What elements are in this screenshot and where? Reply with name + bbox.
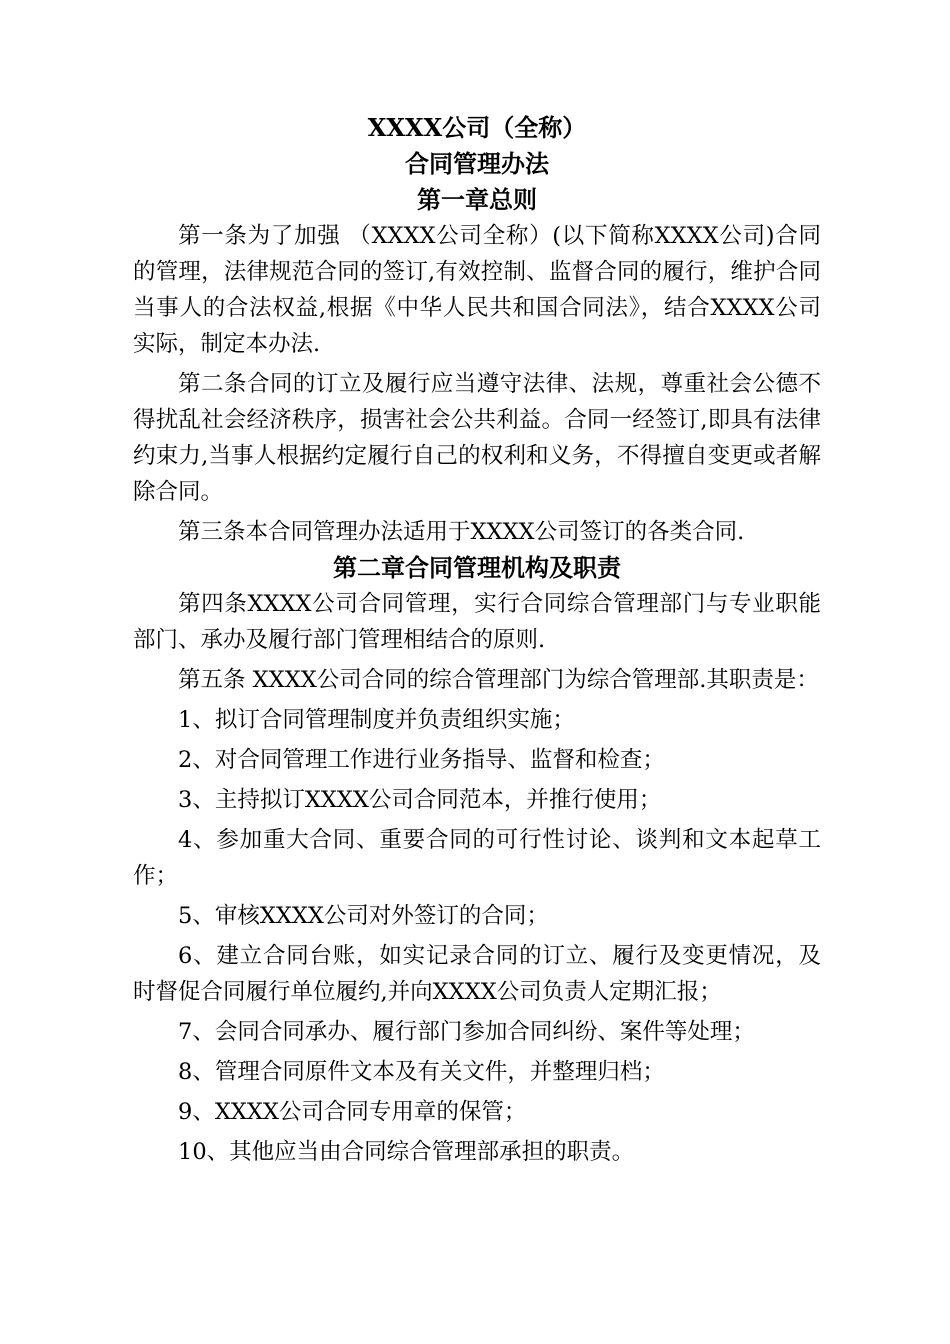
duty-item: 6、建立合同台账，如实记录合同的订立、履行及变更情况，及时督促合同履行单位履约,并向XXXX公司负责人定期汇报；	[133, 943, 821, 1005]
duty-item: 1、拟订合同管理制度并负责组织实施；	[178, 707, 575, 733]
chapter-2-heading: 第二章合同管理机构及职责	[333, 553, 621, 582]
document-content	[133, 104, 821, 1170]
article-3: 第三条本合同管理办法适用于XXXX公司签订的各类合同.	[178, 519, 745, 545]
article-2: 第二条合同的订立及履行应当遵守法律、法规，尊重社会公德不得扰乱社会经济秩序，损害社会公共利益。合同一经签订,即具有法律约束力,当事人根据约定履行自己的权利和义务，不得擅自变更或者解除合同。	[133, 371, 821, 505]
duty-item: 3、主持拟订XXXX公司合同范本，并推行使用；	[178, 787, 662, 813]
duty-item: 5、审核XXXX公司对外签订的合同；	[178, 903, 549, 929]
duty-item: 10、其他应当由合同综合管理部承担的职责。	[178, 1139, 635, 1165]
chapter-1-heading: 第一章总则	[417, 185, 537, 214]
article-5: 第五条 XXXX公司合同的综合管理部门为综合管理部.其职责是：	[178, 667, 819, 693]
duty-item: 8、管理合同原件文本及有关文件，并整理归档；	[178, 1059, 665, 1085]
duty-item: 2、对合同管理工作进行业务指导、监督和检查；	[178, 747, 665, 773]
duty-item: 4、参加重大合同、重要合同的可行性讨论、谈判和文本起草工作；	[133, 827, 821, 889]
article-4: 第四条XXXX公司合同管理，实行合同综合管理部门与专业职能部门、承办及履行部门管理相结合的原则.	[133, 591, 821, 653]
article-1: 第一条为了加强 （XXXX公司全称）(以下简称XXXX公司)合同的管理，法律规范合同的签订,有效控制、监督合同的履行，维护合同当事人的合法权益,根据《中华人民共和国合同法》，结合XXXX公司实际，制定本办法.	[133, 223, 821, 357]
document-title: XXXX公司（全称）	[367, 113, 587, 142]
document-subtitle: 合同管理办法	[405, 149, 549, 178]
duty-item: 7、会同合同承办、履行部门参加合同纠纷、案件等处理；	[178, 1019, 755, 1045]
duty-item: 9、XXXX公司合同专用章的保管；	[178, 1099, 527, 1125]
